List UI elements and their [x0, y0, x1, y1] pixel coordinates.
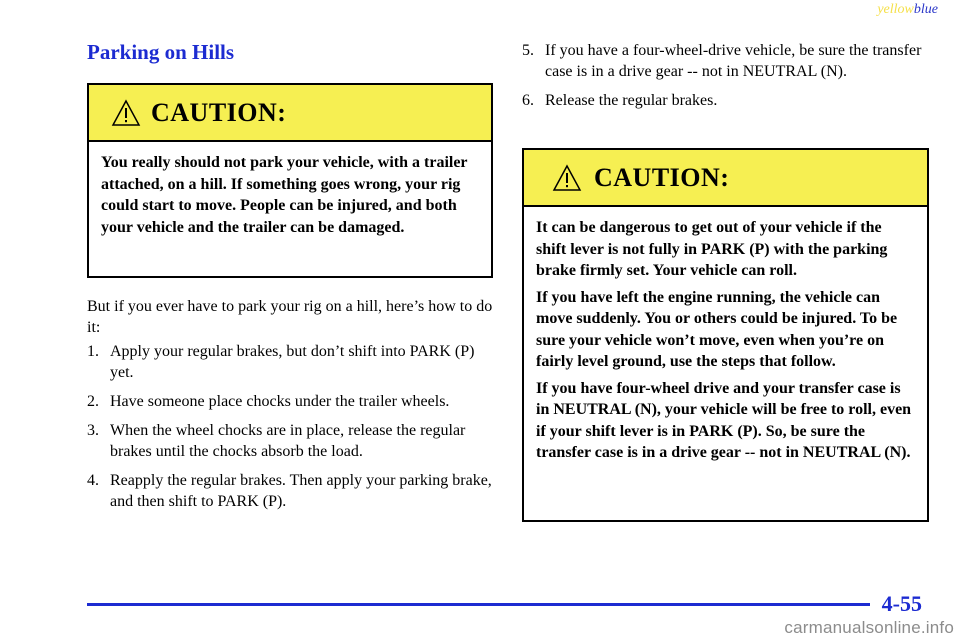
caution-paragraph: If you have left the engine running, the vehicle can move suddenly. You or others could be injured. To be sure your vehicle won’t move, even when you’re on fairly level ground, use the steps that follow. — [536, 288, 898, 370]
header-mark-yellow: yellow — [877, 2, 914, 17]
caution-body — [524, 207, 927, 479]
step-number: 4. — [87, 472, 99, 489]
header-mark-blue: blue — [913, 2, 938, 17]
step-number: 1. — [87, 343, 99, 360]
step-number: 3. — [87, 422, 99, 439]
caution-paragraph: It can be dangerous to get out of your vehicle if the shift lever is not fully in PARK (P) with the parking brake firmly set. Your vehicle can roll. — [536, 219, 888, 279]
list-item — [87, 391, 495, 412]
footer-rule — [87, 603, 870, 606]
caution-title: CAUTION: — [594, 162, 730, 192]
step-text: Release the regular brakes. — [545, 92, 718, 109]
step-text: Apply your regular brakes, but don’t shift into PARK (P) yet. — [110, 343, 475, 381]
step-number: 5. — [522, 42, 534, 59]
warning-triangle-icon — [111, 99, 141, 127]
header-color-mark — [877, 2, 938, 18]
caution-title: CAUTION: — [151, 97, 287, 127]
step-number: 2. — [87, 393, 99, 410]
steps-list-left — [87, 341, 495, 520]
watermark: carmanualsonline.info — [784, 618, 954, 637]
caution-header — [524, 150, 927, 207]
caution-body — [89, 142, 491, 253]
page-number: 4-55 — [881, 591, 922, 616]
step-text: When the wheel chocks are in place, release the regular brakes until the chocks absorb the load. — [110, 422, 466, 460]
list-item — [87, 420, 495, 462]
step-number: 6. — [522, 92, 534, 109]
caution-header — [89, 85, 491, 142]
list-item — [87, 341, 495, 383]
intro-paragraph: But if you ever have to park your rig on a hill, here’s how to do it: — [87, 298, 493, 336]
warning-triangle-icon — [552, 164, 582, 192]
steps-list-right — [522, 40, 922, 119]
list-item — [87, 470, 495, 512]
section-title: Parking on Hills — [87, 40, 235, 64]
caution-box-trailer — [87, 83, 493, 278]
caution-box-rolling — [522, 148, 929, 522]
step-text: If you have a four-wheel-drive vehicle, be sure the transfer case is in a drive gear -- not in NEUTRAL (N). — [545, 42, 922, 80]
step-text: Reapply the regular brakes. Then apply your parking brake, and then shift to PARK (P). — [110, 472, 492, 510]
caution-paragraph: You really should not park your vehicle, with a trailer attached, on a hill. If something goes wrong, your rig could start to move. People can be injured, and both your vehicle and the trailer can be damaged. — [101, 154, 468, 236]
list-item — [522, 40, 922, 82]
step-text: Have someone place chocks under the trailer wheels. — [110, 393, 450, 410]
list-item — [522, 90, 922, 111]
caution-paragraph: If you have four-wheel drive and your transfer case is in NEUTRAL (N), your vehicle will be free to roll, even if your shift lever is in PARK (P). So, be sure the transfer case is in a drive gear -- not in NEUTRAL (N). — [536, 379, 912, 461]
